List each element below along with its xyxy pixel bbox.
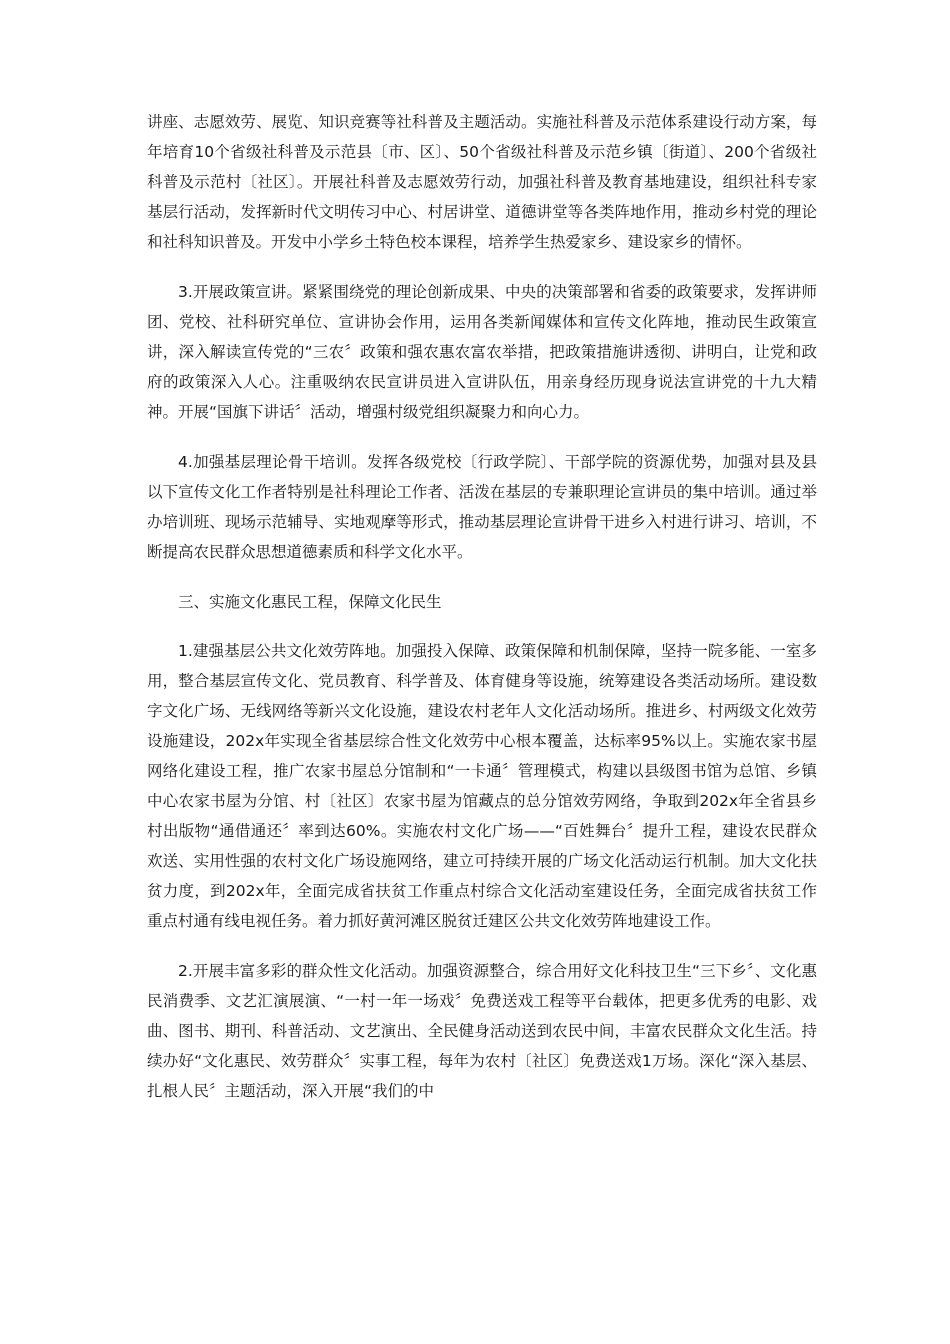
paragraph-public-culture-venues: 1.建强基层公共文化效劳阵地。加强投入保障、政策保障和机制保障，坚持一院多能、一室多用，整合基层宣传文化、党员教育、科学普及、体育健身等设施，统筹建设各类活动场所。建设数字文化广场、无线网络等新兴文化设施，建设农村老年人文化活动场所。推进乡、村两级文化效劳设施建设，202x年实现全省基层综合性文化效劳中心根本覆盖，达标率95%以上。实施农家书屋网络化建设工程，推广农家书屋总分馆制和“一卡通〞管理模式，构建以县级图书馆为总馆、乡镇中心农家书屋为分馆、村〔社区〕农家书屋为馆藏点的总分馆效劳网络，争取到202x年全省县乡村出版物“通借通还〞率到达60%。实施农村文化广场——“百姓舞台〞提升工程，建设农民群众欢送、实用性强的农村文化广场设施网络，建立可持续开展的广场文化活动运行机制。加大文化扶贫力度，到202x年，全面完成省扶贫工作重点村综合文化活动室建设任务，全面完成省扶贫工作重点村通有线电视任务。着力抓好黄河滩区脱贫迁建区公共文化效劳阵地建设工作。 bbox=[147, 642, 817, 930]
section-heading-culture-project: 三、实施文化惠民工程，保障文化民生 bbox=[178, 593, 442, 611]
paragraph-mass-cultural-activities: 2.开展丰富多彩的群众性文化活动。加强资源整合，综合用好文化科技卫生“三下乡〞、文化惠民消费季、文艺汇演展演、“一村一年一场戏〞免费送戏工程等平台载体，把更多优秀的电影、戏曲、图书、期刊、科普活动、文艺演出、全民健身活动送到农民中间，丰富农民群众文化生活。持续办好“文化惠民、效劳群众〞实事工程，每年为农村〔社区〕免费送戏1万场。深化“深入基层、扎根人民〞主题活动，深入开展“我们的中 bbox=[147, 962, 817, 1100]
paragraph-outreach-continued: 讲座、志愿效劳、展览、知识竞赛等社科普及主题活动。实施社科普及示范体系建设行动方案，每年培育10个省级社科普及示范县〔市、区〕、50个省级社科普及示范乡镇〔街道〕、200个省级社科普及示范村〔社区〕。开展社科普及志愿效劳行动，加强社科普及教育基地建设，组织社科专家基层行活动，发挥新时代文明传习中心、村居讲堂、道德讲堂等各类阵地作用，推动乡村党的理论和社科知识普及。开发中小学乡土特色校本课程，培养学生热爱家乡、建设家乡的情怀。 bbox=[147, 113, 817, 251]
paragraph-theory-training: 4.加强基层理论骨干培训。发挥各级党校〔行政学院〕、干部学院的资源优势，加强对县及县以下宣传文化工作者特别是社科理论工作者、活泼在基层的专兼职理论宣讲员的集中培训。通过举办培训班、现场示范辅导、实地观摩等形式，推动基层理论宣讲骨干进乡入村进行讲习、培训，不断提高农民群众思想道德素质和科学文化水平。 bbox=[147, 453, 817, 561]
paragraph-policy-lectures: 3.开展政策宣讲。紧紧围绕党的理论创新成果、中央的决策部署和省委的政策要求，发挥讲师团、党校、社科研究单位、宣讲协会作用，运用各类新闻媒体和宣传文化阵地，推动民生政策宣讲，深入解读宣传党的“三农〞政策和强农惠农富农举措，把政策措施讲透彻、讲明白，让党和政府的政策深入人心。注重吸纳农民宣讲员进入宣讲队伍，用亲身经历现身说法宣讲党的十九大精神。开展“国旗下讲话〞活动，增强村级党组织凝聚力和向心力。 bbox=[147, 283, 817, 421]
document-page bbox=[147, 107, 817, 1126]
